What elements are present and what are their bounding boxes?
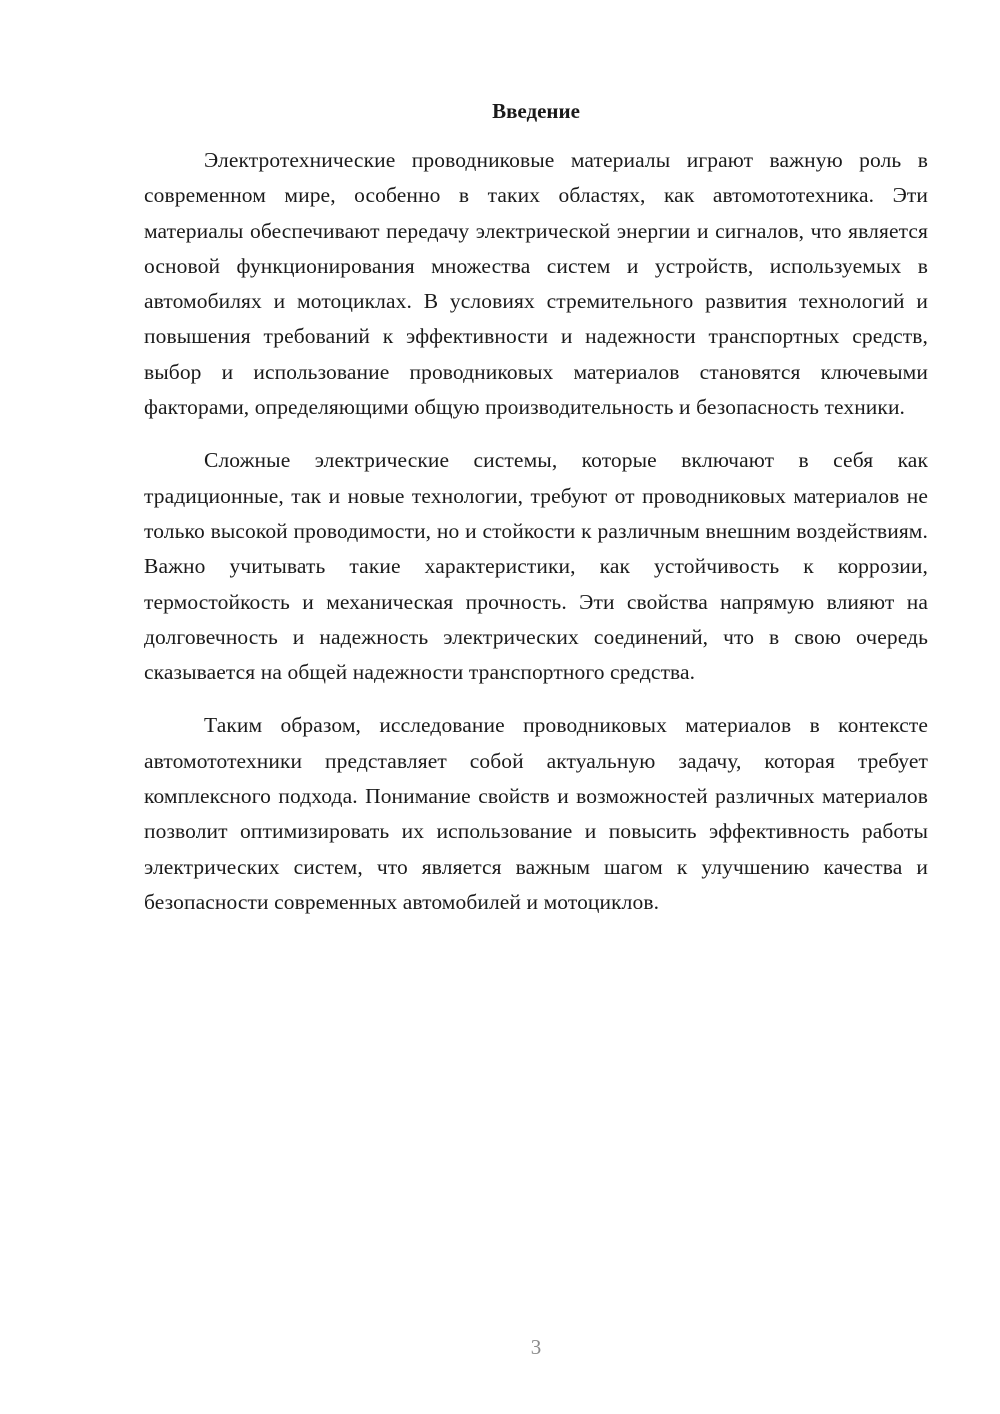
paragraph: Сложные электрические системы, которые включают в себя как традиционные, так и новые технологии, требуют от проводниковых материалов не только высокой проводимости, но и стойкости к различным внешним воздействиям. Важно учитывать такие характеристики, как устойчивость к коррозии, термостойкость и механическая прочность. Эти свойства напрямую влияют на долговечность и надежность электрических соединений, что в свою очередь сказывается на общей надежности транспортного средства. [144,448,928,685]
page-number: 3 [530,1335,542,1359]
section-heading: Введение [492,99,580,123]
body-text [144,143,928,938]
paragraph: Таким образом, исследование проводниковых материалов в контексте автомототехники представляет собой актуальную задачу, которая требует комплексного подхода. Понимание свойств и возможностей различных материалов позволит оптимизировать их использование и повысить эффективность работы электрических систем, что является важным шагом к улучшению качества и безопасности современных автомобилей и мотоциклов. [144,713,928,914]
paragraph: Электротехнические проводниковые материалы играют важную роль в современном мире, особенно в таких областях, как автомототехника. Эти материалы обеспечивают передачу электрической энергии и сигналов, что является основой функционирования множества систем и устройств, используемых в автомобилях и мотоциклах. В условиях стремительного развития технологий и повышения требований к эффективности и надежности транспортных средств, выбор и использование проводниковых материалов становятся ключевыми факторами, определяющими общую производительность и безопасность техники. [144,148,928,420]
